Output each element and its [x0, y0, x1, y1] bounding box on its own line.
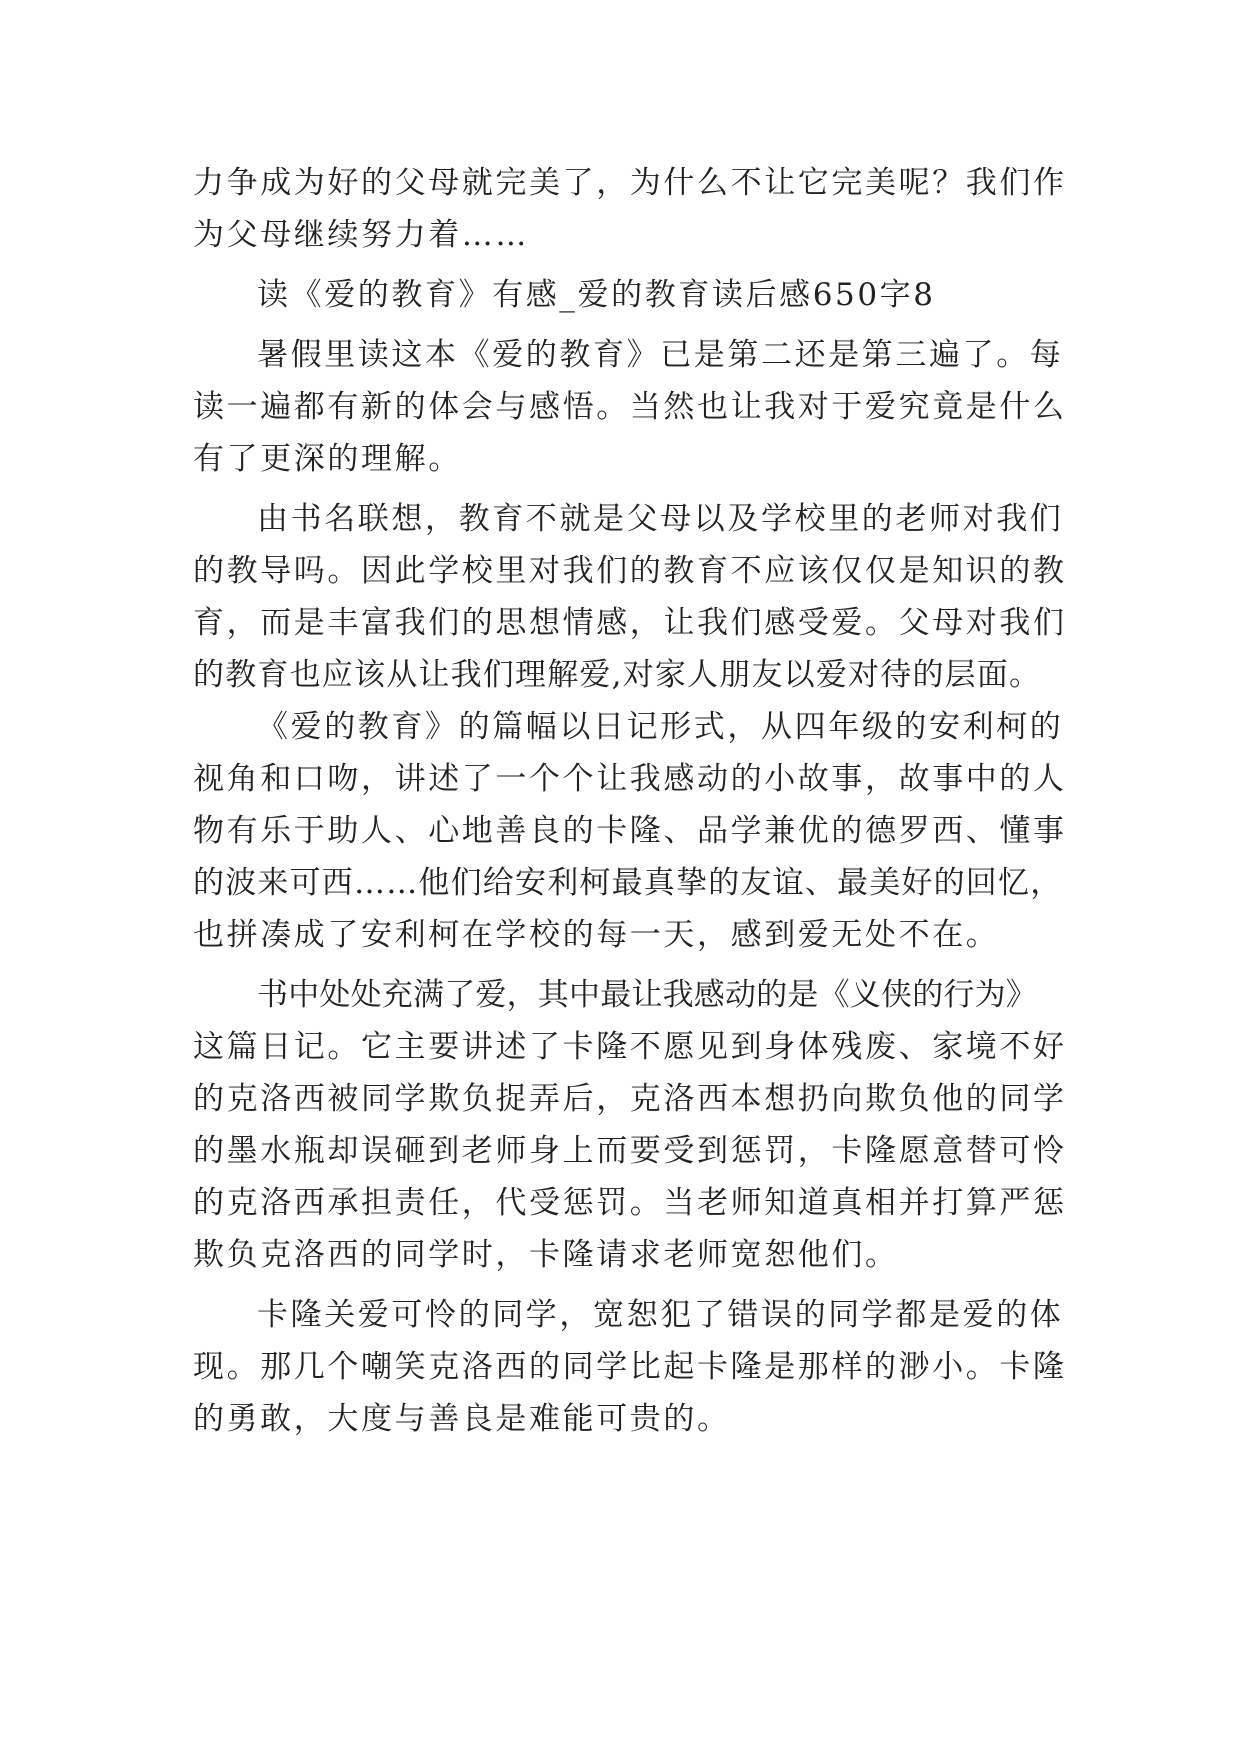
paragraph-start: 书中处处充满了爱，其中最让我感动的是《义侠的行为》	[257, 977, 1037, 1013]
text-line: 的克洛西承担责任，代受惩罚。当老师知道真相并打算严惩	[193, 1185, 1067, 1221]
paragraph-start: 暑假里读这本《爱的教育》已是第二还是第三遍了。每	[257, 337, 1064, 373]
text-line: 的勇敢，大度与善良是难能可贵的。	[193, 1401, 731, 1437]
text-line: 力争成为好的父母就完美了，为什么不让它完美呢？我们作	[193, 165, 1067, 201]
text-line: 也拼凑成了安利柯在学校的每一天，感到爱无处不在。	[193, 917, 1000, 953]
text-line: 的波来可西……他们给安利柯最真挚的友谊、最美好的回忆，	[193, 865, 1063, 901]
text-line: 的教育也应该从让我们理解爱,对家人朋友以爱对待的层面。	[193, 657, 1042, 693]
paragraph-start: 卡隆关爱可怜的同学，宽恕犯了错误的同学都是爱的体	[257, 1297, 1064, 1333]
paragraph-start: 《爱的教育》的篇幅以日记形式，从四年级的安利柯的	[257, 709, 1064, 745]
paragraph-start: 由书名联想，教育不就是父母以及学校里的老师对我们	[257, 501, 1064, 537]
text-line: 育，而是丰富我们的思想情感，让我们感受爱。父母对我们	[193, 605, 1067, 641]
text-line: 物有乐于助人、心地善良的卡隆、品学兼优的德罗西、懂事	[193, 813, 1067, 849]
document-body	[193, 157, 1067, 1445]
text-line: 这篇日记。它主要讲述了卡隆不愿见到身体残废、家境不好	[193, 1029, 1067, 1065]
text-line: 现。那几个嘲笑克洛西的同学比起卡隆是那样的渺小。卡隆	[193, 1349, 1067, 1385]
text-line: 读一遍都有新的体会与感悟。当然也让我对于爱究竟是什么	[193, 389, 1067, 425]
text-line: 的墨水瓶却误砸到老师身上而要受到惩罚，卡隆愿意替可怜	[193, 1133, 1067, 1169]
article-heading: 读《爱的教育》有感_爱的教育读后感650字8	[257, 277, 936, 313]
text-line: 为父母继续努力着……	[193, 217, 529, 253]
text-line: 视角和口吻，讲述了一个个让我感动的小故事，故事中的人	[193, 761, 1067, 797]
text-line: 欺负克洛西的同学时，卡隆请求老师宽恕他们。	[193, 1237, 899, 1273]
text-line: 有了更深的理解。	[193, 441, 462, 477]
text-line: 的教导吗。因此学校里对我们的教育不应该仅仅是知识的教	[193, 553, 1067, 589]
text-line: 的克洛西被同学欺负捉弄后，克洛西本想扔向欺负他的同学	[193, 1081, 1067, 1117]
